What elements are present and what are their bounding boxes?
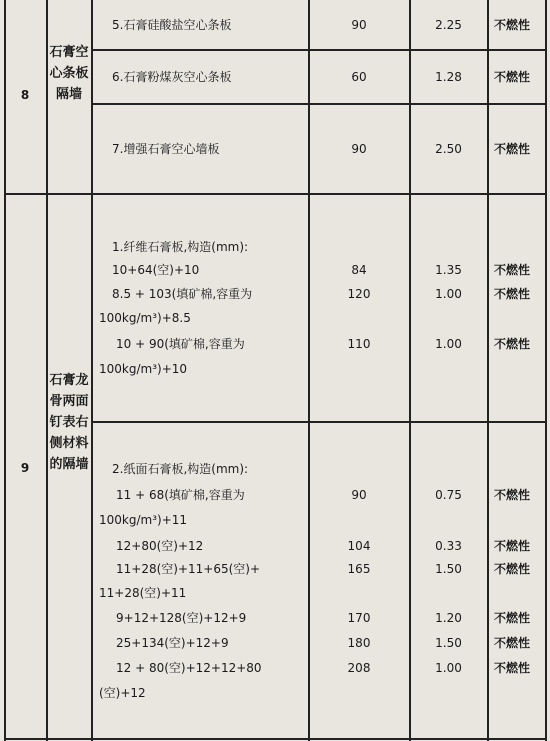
r9-g2-v5-limit: 1.50 bbox=[435, 636, 462, 650]
r9-g2-v1-thickness: 90 bbox=[351, 488, 367, 502]
r9-g1-line-3: 100kg/m³)+8.5 bbox=[99, 311, 191, 325]
r8-item-2-limit: 1.28 bbox=[435, 70, 462, 84]
r8-item-2-fire: 不燃性 bbox=[494, 70, 531, 84]
r9-g2-line-6: 9+12+128(空)+12+9 bbox=[116, 611, 247, 625]
border-col5 bbox=[487, 0, 489, 741]
line-bottom bbox=[4, 738, 546, 740]
r8-item-1-desc: 5.石膏硅酸盐空心条板 bbox=[112, 18, 232, 32]
r9-g2-line-8: 12 + 80(空)+12+12+80 bbox=[116, 661, 262, 675]
row-9-number: 9 bbox=[20, 461, 30, 475]
row-9-category: 石膏龙骨两面钉表右侧材料的隔墙 bbox=[49, 373, 89, 472]
row-8-number: 8 bbox=[20, 88, 30, 102]
line-r9-groups bbox=[91, 421, 546, 423]
r9-g1-v3-thickness: 110 bbox=[347, 337, 371, 351]
r9-g2-v3-limit: 1.50 bbox=[435, 562, 462, 576]
r9-g2-v2-fire: 不燃性 bbox=[494, 539, 531, 553]
r9-g2-v2-thickness: 104 bbox=[347, 539, 371, 553]
r9-g1-line-2: 8.5 + 103(填矿棉,容重为 bbox=[112, 287, 253, 301]
r9-g2-v2-limit: 0.33 bbox=[435, 539, 462, 553]
r8-item-3-thickness: 90 bbox=[351, 142, 367, 156]
r8-item-1-fire: 不燃性 bbox=[494, 18, 531, 32]
r9-g2-v6-limit: 1.00 bbox=[435, 661, 462, 675]
r9-g1-v2-thickness: 120 bbox=[347, 287, 371, 301]
r8-item-1-limit: 2.25 bbox=[435, 18, 462, 32]
r9-g2-line-9: (空)+12 bbox=[99, 686, 146, 700]
r9-g1-heading: 1.纤维石膏板,构造(mm): bbox=[112, 240, 249, 254]
r9-g1-v3-limit: 1.00 bbox=[435, 337, 462, 351]
r9-g1-v1-thickness: 84 bbox=[351, 263, 367, 277]
r9-g1-v3-fire: 不燃性 bbox=[494, 337, 531, 351]
border-col3 bbox=[308, 0, 310, 741]
r9-g2-v4-fire: 不燃性 bbox=[494, 611, 531, 625]
r9-g1-v1-fire: 不燃性 bbox=[494, 263, 531, 277]
line-row8-row9 bbox=[4, 193, 546, 195]
border-right bbox=[545, 0, 547, 741]
r9-g2-line-7: 25+134(空)+12+9 bbox=[116, 636, 229, 650]
r8-item-3-limit: 2.50 bbox=[435, 142, 462, 156]
r9-g2-v3-fire: 不燃性 bbox=[494, 562, 531, 576]
border-col2 bbox=[91, 0, 93, 741]
r9-g1-line-5: 100kg/m³)+10 bbox=[99, 362, 188, 376]
r8-item-2-desc: 6.石膏粉煤灰空心条板 bbox=[112, 70, 232, 84]
r9-g1-v1-limit: 1.35 bbox=[435, 263, 462, 277]
r9-g2-v5-fire: 不燃性 bbox=[494, 636, 531, 650]
r9-g2-v6-fire: 不燃性 bbox=[494, 661, 531, 675]
r9-g2-v1-limit: 0.75 bbox=[435, 488, 462, 502]
r9-g2-line-3: 12+80(空)+12 bbox=[116, 539, 204, 553]
row-8-category: 石膏空心条板隔墙 bbox=[49, 45, 89, 102]
line-r8-item2 bbox=[91, 103, 546, 105]
r9-g2-v6-thickness: 208 bbox=[347, 661, 371, 675]
r9-g2-heading: 2.纸面石膏板,构造(mm): bbox=[112, 462, 249, 476]
r9-g2-line-4: 11+28(空)+11+65(空)+ bbox=[116, 562, 261, 576]
r8-item-3-fire: 不燃性 bbox=[494, 142, 531, 156]
r8-item-3-desc: 7.增强石膏空心墙板 bbox=[112, 142, 220, 156]
line-r8-item1 bbox=[91, 49, 546, 51]
r9-g2-v5-thickness: 180 bbox=[347, 636, 371, 650]
r9-g2-line-2: 100kg/m³)+11 bbox=[99, 513, 188, 527]
border-col4 bbox=[409, 0, 411, 741]
r9-g2-v4-limit: 1.20 bbox=[435, 611, 462, 625]
r9-g2-v4-thickness: 170 bbox=[347, 611, 371, 625]
r9-g1-line-1: 10+64(空)+10 bbox=[112, 263, 200, 277]
r8-item-1-thickness: 90 bbox=[351, 18, 367, 32]
r9-g2-line-5: 11+28(空)+11 bbox=[99, 586, 187, 600]
border-left bbox=[4, 0, 6, 741]
r9-g1-line-4: 10 + 90(填矿棉,容重为 bbox=[116, 337, 245, 351]
r9-g1-v2-limit: 1.00 bbox=[435, 287, 462, 301]
border-col1 bbox=[46, 0, 48, 741]
r8-item-2-thickness: 60 bbox=[351, 70, 367, 84]
r9-g2-line-1: 11 + 68(填矿棉,容重为 bbox=[116, 488, 245, 502]
r9-g2-v1-fire: 不燃性 bbox=[494, 488, 531, 502]
r9-g1-v2-fire: 不燃性 bbox=[494, 287, 531, 301]
r9-g2-v3-thickness: 165 bbox=[347, 562, 371, 576]
